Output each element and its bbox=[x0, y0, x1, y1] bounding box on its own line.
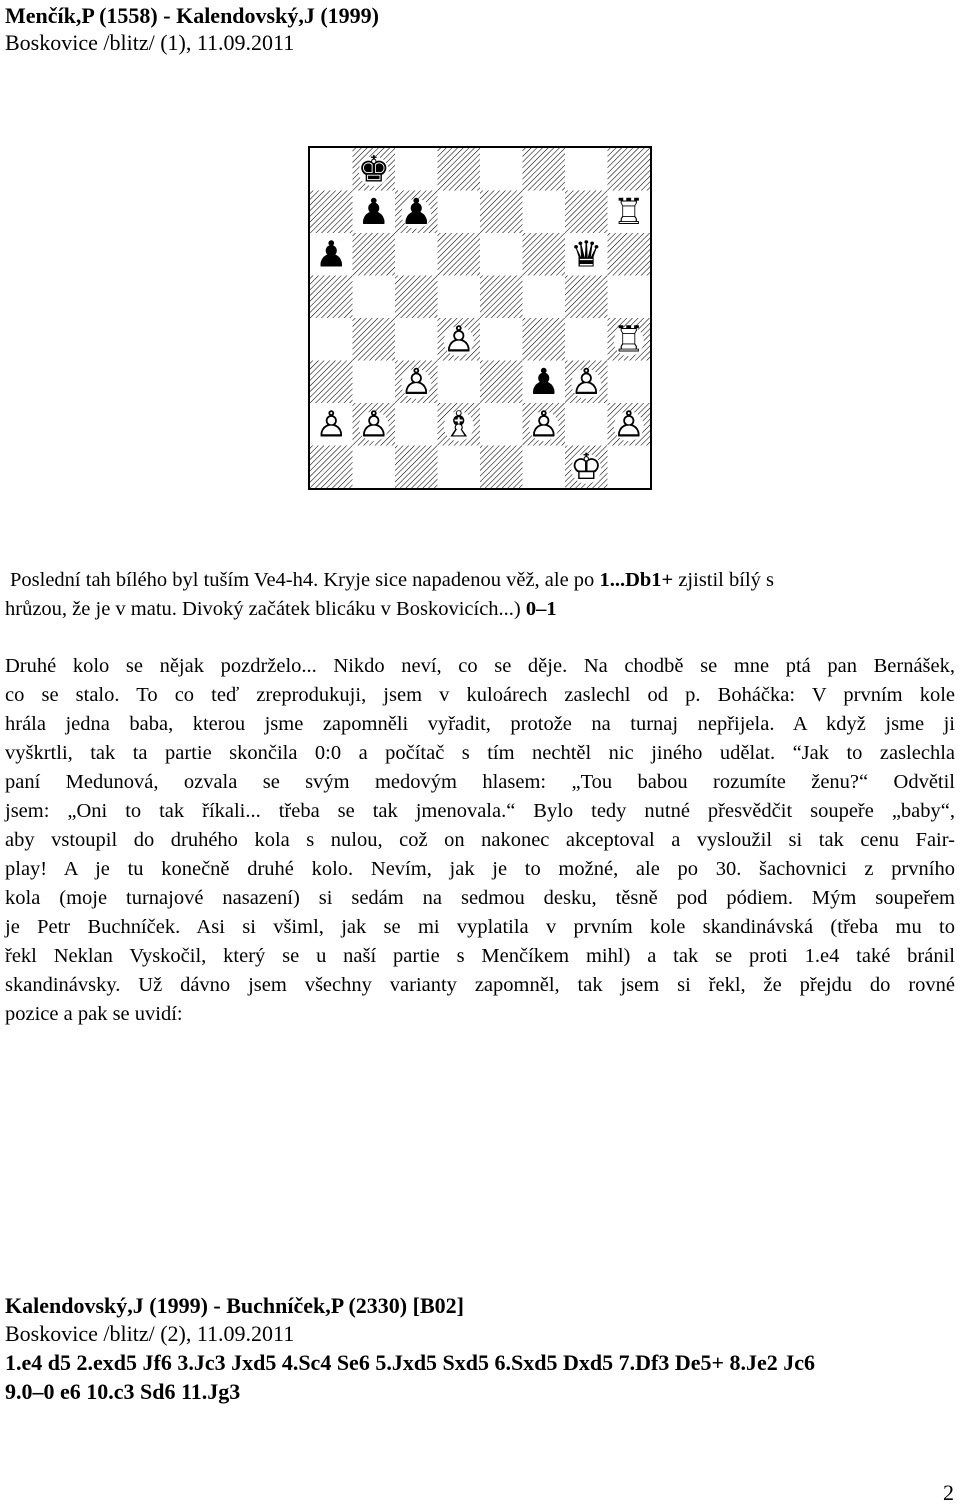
light-square bbox=[310, 148, 353, 191]
dark-square bbox=[353, 233, 396, 276]
para1-line1-text-a: Poslední tah bílého byl tuším Ve4-h4. Kryje sice napadenou věž, ale po bbox=[10, 569, 600, 591]
light-square bbox=[608, 361, 651, 404]
dark-square bbox=[395, 276, 438, 319]
para2-line: pozice a pak se uvidí: bbox=[5, 1003, 183, 1025]
paragraph-1 bbox=[5, 566, 955, 624]
light-square bbox=[480, 233, 523, 276]
dark-square bbox=[438, 233, 481, 276]
white-rook-icon: ♖ bbox=[612, 319, 645, 361]
white-pawn-icon: ♙ bbox=[527, 404, 560, 446]
light-square bbox=[353, 446, 396, 489]
dark-square bbox=[310, 191, 353, 234]
dark-square bbox=[480, 446, 523, 489]
light-square bbox=[438, 276, 481, 319]
light-square bbox=[395, 318, 438, 361]
dark-square bbox=[480, 276, 523, 319]
dark-square bbox=[310, 361, 353, 404]
light-square bbox=[565, 148, 608, 191]
para2-line: play! A je tu konečně druhé kolo. Nevím, jak je to možné, ale po 30. šachovnici z prvního bbox=[5, 858, 955, 880]
black-pawn-icon: ♟ bbox=[400, 191, 433, 233]
game2-event: Boskovice /blitz/ (2), 11.09.2011 bbox=[5, 1321, 295, 1346]
light-square bbox=[438, 191, 481, 234]
black-pawn-icon: ♟ bbox=[357, 191, 390, 233]
light-square bbox=[438, 361, 481, 404]
para2-line: jsem: „Oni to tak říkali... třeba se tak jmenovala.“ Bylo tedy nutné přesvědčit soupeře „baby“, bbox=[5, 800, 955, 822]
dark-square bbox=[523, 233, 566, 276]
light-square bbox=[523, 276, 566, 319]
white-pawn-icon: ♙ bbox=[612, 404, 645, 446]
black-pawn-icon: ♟ bbox=[527, 361, 560, 403]
light-square bbox=[608, 276, 651, 319]
chess-board bbox=[308, 146, 652, 490]
para1-line1-text-c: zjistil bílý s bbox=[673, 569, 775, 591]
white-pawn-icon: ♙ bbox=[442, 319, 475, 361]
dark-square bbox=[608, 233, 651, 276]
light-square bbox=[395, 233, 438, 276]
white-bishop-icon: ♗ bbox=[442, 404, 475, 446]
dark-square bbox=[608, 148, 651, 191]
light-square bbox=[480, 403, 523, 446]
para1-result: 0–1 bbox=[525, 598, 557, 620]
light-square bbox=[565, 403, 608, 446]
para2-line: vyškrtli, tak ta partie skončila 0:0 a počítač s tím nechtěl nic jiného udělat. “Jak to zaslechla bbox=[5, 742, 955, 764]
para2-line: Druhé kolo se nějak pozdrželo... Nikdo neví, co se děje. Na chodbě se mne ptá pan Bernášek, bbox=[5, 655, 955, 677]
white-king-icon: ♔ bbox=[570, 446, 603, 488]
black-king-icon: ♚ bbox=[357, 149, 390, 191]
game1-header: Menčík,P (1558) - Kalendovský,J (1999) bbox=[5, 3, 379, 28]
page-number: 2 bbox=[943, 1480, 954, 1505]
white-rook-icon: ♖ bbox=[612, 191, 645, 233]
white-pawn-icon: ♙ bbox=[400, 361, 433, 403]
light-square bbox=[480, 318, 523, 361]
light-square bbox=[310, 318, 353, 361]
dark-square bbox=[480, 191, 523, 234]
dark-square bbox=[310, 446, 353, 489]
light-square bbox=[523, 191, 566, 234]
dark-square bbox=[565, 191, 608, 234]
dark-square bbox=[395, 446, 438, 489]
para2-line: aby vstoupil do druhého kola s nulou, což on nakonec akceptoval a vysloužil si tak cenu Fair- bbox=[5, 829, 955, 851]
chess-board-diagram bbox=[310, 148, 650, 488]
para2-line: paní Medunová, ozvala se svým medovým hlasem: „Tou babou rozumíte ženu?“ Odvětil bbox=[5, 771, 955, 793]
light-square bbox=[523, 446, 566, 489]
dark-square bbox=[438, 148, 481, 191]
para2-line: hrála jedna baba, kterou jsme zapomněli vyřadit, protože na turnaj nepřijela. A když jsme ji bbox=[5, 713, 955, 735]
white-pawn-icon: ♙ bbox=[357, 404, 390, 446]
light-square bbox=[353, 276, 396, 319]
dark-square bbox=[353, 318, 396, 361]
light-square bbox=[565, 318, 608, 361]
light-square bbox=[438, 446, 481, 489]
dark-square bbox=[523, 318, 566, 361]
light-square bbox=[395, 148, 438, 191]
light-square bbox=[608, 446, 651, 489]
black-pawn-icon: ♟ bbox=[315, 234, 348, 276]
para1-line2 bbox=[5, 595, 955, 624]
game2-moves-line1: 1.e4 d5 2.exd5 Jf6 3.Jc3 Jxd5 4.Sc4 Se6 5.Jxd5 Sxd5 6.Sxd5 Dxd5 7.Df3 De5+ 8.Je2 Jc6 bbox=[5, 1350, 816, 1375]
light-square bbox=[353, 361, 396, 404]
para2-line: řekl Neklan Vyskočil, který se u naší partie s Menčíkem mihl) a tak se proti 1.e4 také bránil bbox=[5, 945, 955, 967]
para2-line: co se stalo. To co teď zreprodukuji, jsem v kuloárech zaslechl od p. Boháčka: V prvním kole bbox=[5, 684, 955, 706]
white-pawn-icon: ♙ bbox=[315, 404, 348, 446]
white-pawn-icon: ♙ bbox=[570, 361, 603, 403]
para1-line1 bbox=[5, 566, 955, 595]
para1-move-db1: 1...Db1+ bbox=[599, 569, 674, 591]
para2-line: kola (moje turnajové nasazení) si sedám na sedmou desku, těsně pod pódiem. Mým soupeřem bbox=[5, 887, 955, 909]
para1-line2-text-a: hrůzou, že je v matu. Divoký začátek blicáku v Boskovicích...) bbox=[5, 598, 526, 620]
paragraph-2 bbox=[5, 652, 955, 1029]
para2-line: skandinávsky. Už dávno jsem všechny varianty zapomněl, tak jsem si řekl, že přejdu do rovné bbox=[5, 974, 955, 996]
light-square bbox=[395, 403, 438, 446]
light-square bbox=[480, 148, 523, 191]
dark-square bbox=[565, 276, 608, 319]
dark-square bbox=[480, 361, 523, 404]
game2-moves-line2: 9.0–0 e6 10.c3 Sd6 11.Jg3 bbox=[5, 1379, 241, 1404]
game1-event: Boskovice /blitz/ (1), 11.09.2011 bbox=[5, 30, 295, 55]
dark-square bbox=[310, 276, 353, 319]
black-queen-icon: ♛ bbox=[570, 234, 603, 276]
game2-header: Kalendovský,J (1999) - Buchníček,P (2330) [B02] bbox=[5, 1293, 464, 1318]
para2-line: je Petr Buchníček. Asi si všiml, jak se mi vyplatila v prvním kole skandinávská (třeba mu to bbox=[5, 916, 955, 938]
dark-square bbox=[523, 148, 566, 191]
